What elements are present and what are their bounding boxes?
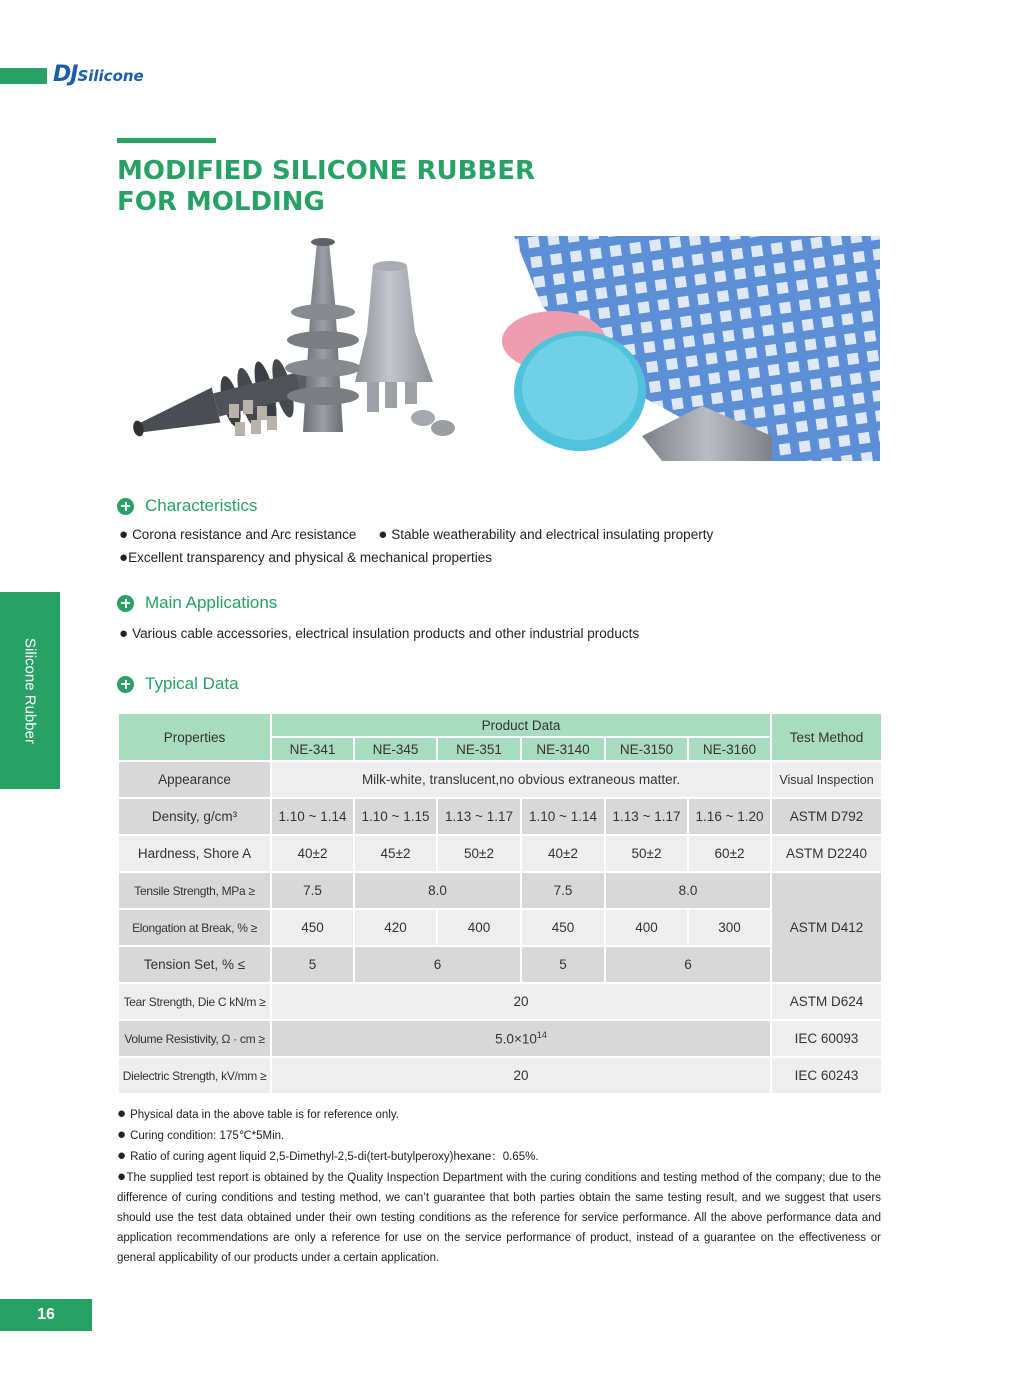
cell-value: 20 — [271, 983, 771, 1020]
header-product: NE-3140 — [521, 737, 605, 761]
cell-method: ASTM D412 — [771, 872, 882, 983]
row-label: Density, g/cm³ — [118, 798, 271, 835]
cell-value: 50±2 — [605, 835, 688, 872]
characteristics-line-2 — [119, 549, 492, 566]
logo-dj: DJ — [53, 62, 78, 87]
cell-method: ASTM D792 — [771, 798, 882, 835]
cell-value: 6 — [354, 946, 521, 983]
bullet-icon: ● — [117, 1147, 127, 1164]
table-row — [118, 798, 882, 835]
cell-value — [271, 1020, 771, 1057]
footnotes — [117, 1104, 881, 1268]
cell-value: 5 — [521, 946, 605, 983]
characteristic-item: Excellent transparency and physical & mechanical properties — [128, 550, 493, 565]
table-row — [118, 872, 882, 909]
header-test-method: Test Method — [771, 713, 882, 761]
volume-value-exponent: 14 — [536, 1030, 547, 1041]
plus-circle-icon — [117, 498, 134, 515]
note-item — [117, 1167, 881, 1268]
cell-value: 40±2 — [521, 835, 605, 872]
header-product: NE-351 — [437, 737, 521, 761]
cell-value: 1.10 ~ 1.14 — [271, 798, 354, 835]
bullet-icon: ● — [119, 549, 129, 566]
table-row — [118, 946, 882, 983]
cell-value: 60±2 — [688, 835, 771, 872]
note-item — [117, 1146, 881, 1167]
cell-method: ASTM D624 — [771, 983, 882, 1020]
header-product-data: Product Data — [271, 713, 771, 737]
cell-value: 400 — [605, 909, 688, 946]
bullet-icon: ● — [117, 1105, 127, 1122]
cell-value: 420 — [354, 909, 437, 946]
cell-value: 300 — [688, 909, 771, 946]
side-section-tab — [0, 592, 60, 789]
note-text: Ratio of curing agent liquid 2,5-Dimethyl-2,5-di(tert-butylperoxy)hexane：0.65%. — [130, 1151, 539, 1163]
title-rule — [117, 138, 216, 143]
characteristic-item: Corona resistance and Arc resistance — [132, 527, 357, 542]
product-photo-mesh-discs — [502, 236, 880, 461]
cell-value: 1.10 ~ 1.15 — [354, 798, 437, 835]
cell-value: 7.5 — [271, 872, 354, 909]
cell-value: 1.13 ~ 1.17 — [437, 798, 521, 835]
typical-data-title: Typical Data — [145, 674, 239, 693]
cell-value: Milk-white, translucent,no obvious extraneous matter. — [271, 761, 771, 798]
characteristics-heading — [117, 496, 257, 516]
cell-method: Visual Inspection — [771, 761, 882, 798]
application-item: Various cable accessories, electrical insulation products and other industrial products — [132, 626, 640, 641]
table-row — [118, 909, 882, 946]
table-row — [118, 835, 882, 872]
row-label: Tensile Strength, MPa ≥ — [118, 872, 271, 909]
plus-circle-icon — [117, 595, 134, 612]
table-header-row — [118, 713, 882, 737]
row-label: Appearance — [118, 761, 271, 798]
bullet-icon: ● — [119, 625, 129, 642]
applications-title: Main Applications — [145, 593, 278, 612]
cell-value: 400 — [437, 909, 521, 946]
row-label: Tear Strength, Die C kN/m ≥ — [118, 983, 271, 1020]
note-text: Physical data in the above table is for reference only. — [130, 1109, 399, 1121]
bullet-icon: ● — [117, 1126, 127, 1143]
logo-bar — [0, 68, 47, 84]
note-text: Curing condition: 175℃*5Min. — [130, 1130, 285, 1142]
characteristic-item: Stable weatherability and electrical insulating property — [391, 527, 714, 542]
note-item — [117, 1104, 881, 1125]
note-text: The supplied test report is obtained by the Quality Inspection Department with the curing conditions and testing method of the company; due to the difference of curing conditions and testing method, we can’t guarantee that both parties obtain the same testing result, and we suggest that users should use the test data obtained under their own testing conditions as the reference for service performance. All the above performance data and application recommendations are only a reference for use on the service performance of product, instead of a guarantee on the effectiveness or general applicability of our products under a certain application. — [117, 1172, 882, 1264]
cell-value: 1.10 ~ 1.14 — [521, 798, 605, 835]
logo-silicone: Silicone — [77, 67, 144, 85]
typical-data-heading — [117, 674, 239, 694]
bullet-icon: ● — [378, 526, 388, 543]
cell-value: 45±2 — [354, 835, 437, 872]
bullet-icon: ● — [117, 1168, 127, 1185]
product-photo-cable-accessories — [117, 232, 477, 464]
table-row — [118, 761, 882, 798]
page-number: 16 — [0, 1299, 92, 1331]
table-row — [118, 983, 882, 1020]
cell-value: 40±2 — [271, 835, 354, 872]
applications-line — [119, 625, 639, 642]
row-label: Dielectric Strength, kV/mm ≥ — [118, 1057, 271, 1094]
side-tab-label: Silicone Rubber — [21, 637, 39, 744]
cell-value: 5 — [271, 946, 354, 983]
bullet-icon: ● — [119, 526, 129, 543]
row-label: Hardness, Shore A — [118, 835, 271, 872]
cell-method: IEC 60243 — [771, 1057, 882, 1094]
cell-method: ASTM D2240 — [771, 835, 882, 872]
table-row — [118, 1057, 882, 1094]
plus-circle-icon — [117, 676, 134, 693]
table-row — [118, 1020, 882, 1057]
volume-value-base: 5.0×10 — [495, 1031, 537, 1047]
cell-value: 1.13 ~ 1.17 — [605, 798, 688, 835]
characteristics-line-1 — [119, 526, 713, 543]
cell-value: 20 — [271, 1057, 771, 1094]
characteristics-title: Characteristics — [145, 496, 258, 515]
header-product: NE-345 — [354, 737, 437, 761]
cell-method: IEC 60093 — [771, 1020, 882, 1057]
title-line-1: MODIFIED SILICONE RUBBER — [117, 156, 536, 186]
header-properties: Properties — [118, 713, 271, 761]
row-label: Volume Resistivity, Ω · cm ≥ — [118, 1020, 271, 1057]
note-item — [117, 1125, 881, 1146]
cell-value: 450 — [521, 909, 605, 946]
page-title — [117, 156, 617, 218]
applications-heading — [117, 593, 277, 613]
cell-value: 7.5 — [521, 872, 605, 909]
row-label: Tension Set, % ≤ — [118, 946, 271, 983]
cell-value: 8.0 — [605, 872, 771, 909]
cell-value: 50±2 — [437, 835, 521, 872]
header-product: NE-3150 — [605, 737, 688, 761]
row-label: Elongation at Break, % ≥ — [118, 909, 271, 946]
cell-value: 1.16 ~ 1.20 — [688, 798, 771, 835]
cell-value: 450 — [271, 909, 354, 946]
header-product: NE-341 — [271, 737, 354, 761]
cell-value: 6 — [605, 946, 771, 983]
brand-logo — [53, 62, 144, 87]
typical-data-table — [117, 712, 883, 1095]
cell-value: 8.0 — [354, 872, 521, 909]
header-product: NE-3160 — [688, 737, 771, 761]
title-line-2: FOR MOLDING — [117, 187, 325, 217]
